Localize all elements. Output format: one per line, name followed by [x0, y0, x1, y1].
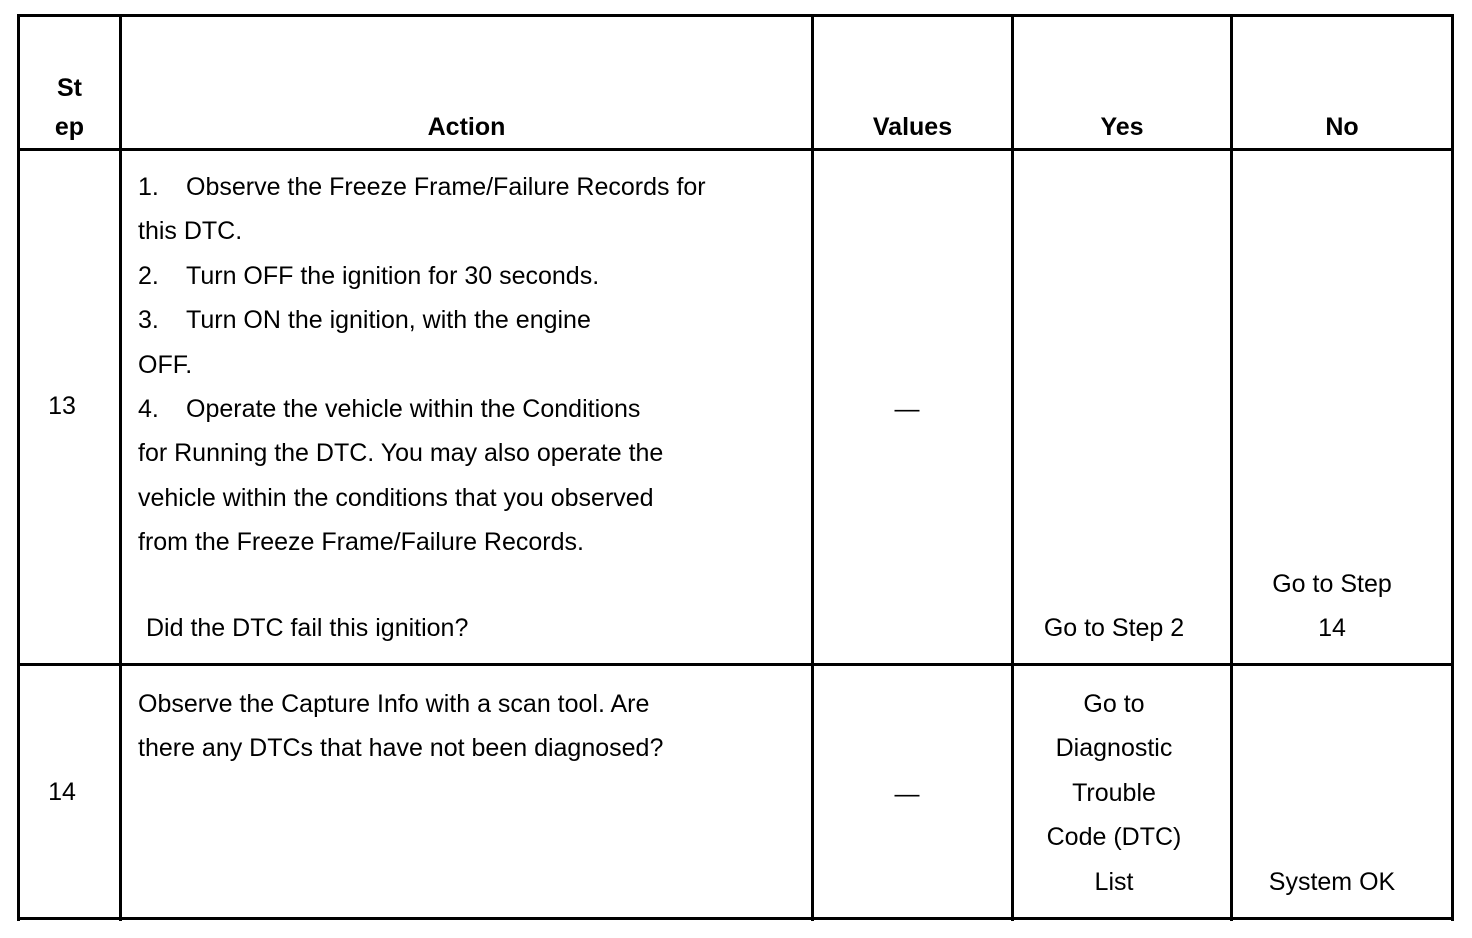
action-question-13: Did the DTC fail this ignition?	[146, 614, 469, 642]
step-item-text: for Running the DTC. You may also operate the	[138, 439, 664, 468]
step-item-text: Operate the vehicle within the Conditions	[186, 395, 641, 424]
column-divider-yes	[1230, 14, 1233, 921]
column-divider-step	[119, 14, 122, 921]
step-item-number: 2.	[138, 261, 159, 290]
header-step-line1: St	[57, 74, 82, 102]
action-line	[138, 431, 706, 475]
action-line	[138, 298, 706, 342]
action-line	[138, 209, 706, 253]
yes-action-14	[1014, 682, 1214, 904]
yes-action-13: Go to Step 2	[1043, 614, 1185, 642]
no-action-14: System OK	[1268, 868, 1396, 896]
step-item-text: Observe the Freeze Frame/Failure Records for	[186, 173, 706, 201]
no-action-line: Go to Step	[1272, 570, 1392, 598]
table-border-top	[17, 14, 1454, 17]
header-yes: Yes	[1100, 113, 1144, 141]
yes-action-line: Go to	[1083, 690, 1145, 718]
step-item-text: Turn OFF the ignition for 30 seconds.	[186, 261, 600, 290]
header-step-line2: ep	[54, 113, 85, 141]
step-number-13: 13	[48, 392, 76, 420]
header-step	[20, 69, 119, 147]
action-line	[138, 387, 706, 431]
action-line: there any DTCs that have not been diagnosed?	[138, 734, 664, 763]
action-steps-13	[138, 165, 706, 565]
step-item-number: 1.	[138, 173, 159, 201]
action-line	[138, 165, 706, 209]
step-number-14: 14	[48, 778, 76, 806]
yes-action-line: Diagnostic	[1055, 734, 1173, 763]
step-item-text: OFF.	[138, 350, 193, 379]
yes-action-line: Trouble	[1072, 778, 1156, 807]
action-line	[138, 254, 706, 298]
step-item-number: 3.	[138, 306, 159, 335]
row-divider	[17, 663, 1454, 666]
step-item-text: Turn ON the ignition, with the engine	[186, 306, 591, 335]
table-border-right	[1451, 14, 1454, 921]
no-action-line: 14	[1318, 614, 1346, 643]
header-no: No	[1325, 113, 1359, 141]
values-dash-14: —	[894, 780, 920, 808]
action-line	[138, 520, 706, 564]
yes-action-line: List	[1094, 867, 1134, 896]
action-line	[138, 343, 706, 387]
header-divider	[17, 148, 1454, 151]
no-action-13	[1233, 562, 1431, 651]
step-item-text: vehicle within the conditions that you observed	[138, 483, 654, 512]
header-action: Action	[427, 113, 506, 141]
step-item-text: from the Freeze Frame/Failure Records.	[138, 528, 584, 557]
step-item-number: 4.	[138, 395, 159, 424]
action-line: Observe the Capture Info with a scan tool. Are	[138, 690, 650, 718]
values-dash-13: —	[894, 395, 920, 423]
action-line	[138, 476, 706, 520]
action-text-14	[138, 682, 663, 771]
header-values: Values	[872, 113, 953, 141]
yes-action-line: Code (DTC)	[1046, 823, 1182, 852]
table-border-bottom	[17, 917, 1454, 920]
step-item-text: this DTC.	[138, 217, 243, 246]
